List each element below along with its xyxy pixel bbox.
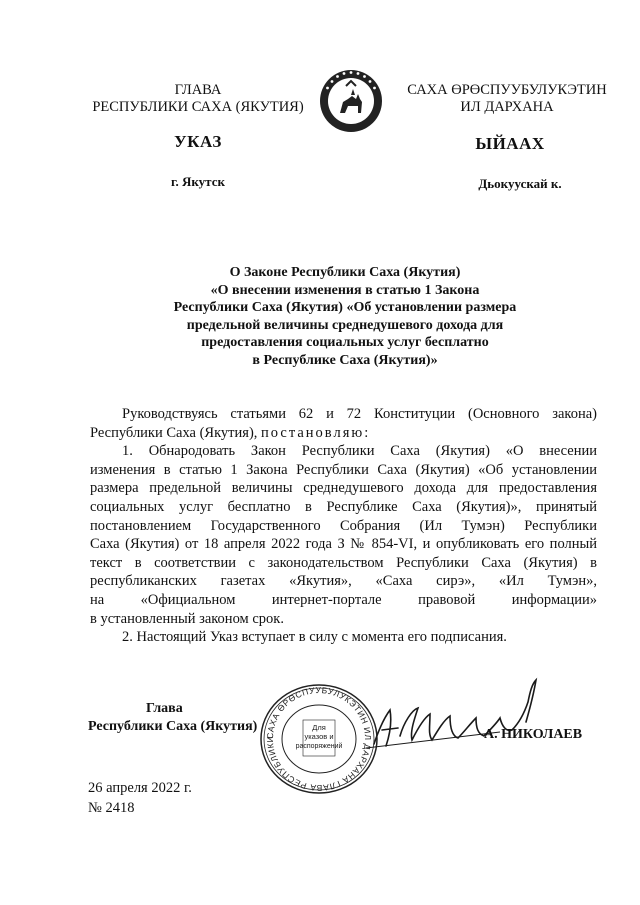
stamp-ring-text: САХА ӨРӨСПУУБУЛУКЭТИН ИЛ ДАРХАНА ГЛАВА РЕСПУБЛИКИ: [264, 684, 374, 794]
stamp-inner-line1: Для: [312, 723, 326, 732]
item-1-line: Саха (Якутия) от 18 апреля 2022 года З № 854-VI, и опубликовать его полный: [90, 536, 597, 553]
city-sakha: Дьокуускай к.: [478, 176, 562, 191]
header-right-block: [392, 82, 622, 116]
item-1-last-line: в установленный законом срок.: [90, 610, 284, 627]
item-1-line: социальных услуг бесплатно в Республике Саха (Якутия)», принятый: [90, 498, 597, 515]
title-line: О Законе Республики Саха (Якутия): [229, 265, 461, 280]
decree-title: [140, 264, 550, 370]
item-1-line: текст в соответствии с законодательством Республики Саха (Якутия) в: [90, 554, 597, 571]
title-line: в Республике Саха (Якутия)»: [252, 352, 438, 368]
item-1-line: на «Официальном интернет-портале правовой информации»: [90, 591, 597, 608]
doc-type-sakha: ЫЙААХ: [475, 134, 545, 153]
item-2: 2. Настоящий Указ вступает в силу с момента его подписания.: [122, 629, 507, 646]
title-line: предельной величины среднедушевого дохода для: [186, 317, 504, 333]
item-1-line: постановлением Государственного Собрания (Ил Тумэн) Республики: [90, 517, 597, 534]
header-right-line1: САХА ӨРӨСПУУБУЛУКЭТИН: [407, 82, 607, 98]
title-line: «О внесении изменения в статью 1 Закона: [210, 282, 480, 298]
preamble-text: Республики Саха (Якутия),: [90, 424, 258, 441]
item-1-line: размера предельной величины среднедушевого дохода для предоставления: [90, 480, 597, 497]
item-1-line: 1. Обнародовать Закон Республики Саха (Якутия) «О внесении: [122, 443, 597, 460]
item-1-line: изменения в статью 1 Закона Республики Саха (Якутия) «Об установлении: [90, 461, 597, 478]
signer-name: А. НИКОЛАЕВ: [484, 727, 583, 742]
header-left-line2: РЕСПУБЛИКИ САХА (ЯКУТИЯ): [92, 99, 304, 115]
preamble-resolve: постановляю:: [261, 424, 371, 441]
header-left-block: [78, 82, 318, 116]
decree-date: 26 апреля 2022 г.: [88, 780, 192, 796]
decree-body: [90, 405, 597, 647]
title-line: предоставления социальных услуг бесплатно: [201, 335, 489, 351]
stamp-inner-line3: распоряжений: [295, 743, 343, 750]
decree-date-block: [88, 778, 192, 818]
signer-position-line2: Республики Саха (Якутия): [88, 719, 258, 734]
city-ru: г. Якутск: [171, 174, 225, 189]
decree-number: № 2418: [88, 800, 135, 816]
handwritten-signature: [360, 674, 550, 764]
coat-of-arms-icon: [318, 68, 384, 134]
title-line: Республики Саха (Якутия) «Об установлении размера: [173, 300, 517, 316]
header-right-line2: ИЛ ДАРХАНА: [460, 99, 554, 115]
header-left-line1: ГЛАВА: [174, 82, 222, 98]
item-1: [90, 442, 597, 609]
preamble-line1: Руководствуясь статьями 62 и 72 Конституции (Основного закона): [122, 406, 597, 422]
signer-position-line1: Глава: [146, 701, 183, 716]
doc-type-ru: УКАЗ: [174, 132, 222, 151]
item-1-line: республиканских газетах «Якутия», «Саха сирэ», «Ил Тумэн»,: [90, 573, 597, 590]
signer-position: [88, 700, 278, 736]
stamp-inner-line2: указов и: [304, 732, 334, 741]
preamble-line2: [90, 424, 597, 443]
